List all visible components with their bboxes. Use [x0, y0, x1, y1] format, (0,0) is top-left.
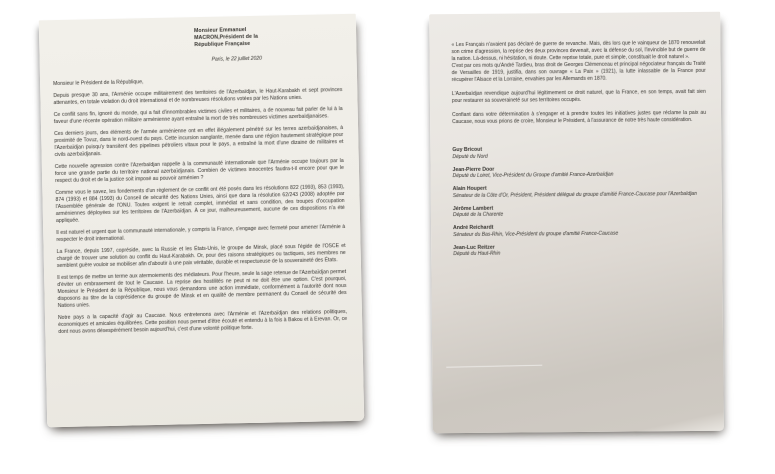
signatory-title: Député du Nord: [452, 153, 488, 160]
paragraph: Ces derniers jours, des éléments de l'armée arménienne ont en effet illégalement pénétré sur les terres azerbaïdjanaises, à proximité de Tovuz, dans le nord-ouest du pays. Cette incursion sanglante, menée dans une région hautement stratégique pour l'Azerbaïdjan puisqu'y transitent des pipelines pétroliers vitaux pour le pays, a entraîné la mort d'une dizaine de militaires et civils azerbaïdjanais.: [54, 125, 344, 159]
signatory-title: Député du Haut-Rhin: [453, 250, 501, 258]
paper-crease-mark: [446, 365, 542, 368]
letter-page-2: [429, 12, 724, 434]
paragraph: Il est naturel et urgent que la communauté internationale, y compris la France, s'engage avec fermeté pour amener l'Arménie à respecter le droit international.: [56, 223, 346, 244]
date-line: Paris, le 22 juillet 2020: [211, 55, 263, 63]
signatory: [453, 242, 707, 257]
signatory-name: Jérôme Lambert: [452, 205, 494, 212]
recipient-line: République Française: [194, 40, 251, 49]
signatory: [453, 203, 707, 218]
recipient-block: [194, 25, 341, 49]
signatory: [453, 184, 707, 199]
signatory-title: Sénateur de la Côte d'Or, Président, Président délégué du groupe d'amitié France-Caucase pour l'Azerbaïdjan: [452, 190, 697, 199]
recipient-line: MACRON,Président de la: [194, 33, 259, 42]
letter-page-1: [39, 14, 364, 428]
recipient-line: Monsieur Emmanuel: [193, 27, 247, 35]
paragraph: C'est par ces mots qu'André Tardieu, bras droit de Georges Clémenceau et principal négociateur français du Traité de Versailles de 1919, justifia, dans son ouvrage « La Paix » (1921), la lutte inlassable de la France pour récupérer l'Alsace et la Lorraine, envahies par les Allemands en 1870.: [451, 60, 706, 84]
signatory-title: Député de la Charente: [452, 211, 504, 219]
paragraph: Depuis presque 30 ans, l'Arménie occupe militairement des territoires de l'Azerbaïdjan, le Haut-Karabakh et sept provinces attenantes, en totale violation du droit international et de nombreuses résolutions votées par les Nations unies.: [53, 87, 343, 107]
letter-page-1-content: [39, 14, 364, 428]
paragraph: Notre pays a la capacité d'agir au Caucase. Nous entretenons avec l'Arménie et l'Azerbaïdjan des relations politiques, économiques et amicales équilibrées. Cette position nous permet d'être écouté et entendu à la fois à Bakou et à Erevan. Or, ce dont nous avons désespérément besoin aujourd'hui, c'est d'une volonté politique forte.: [57, 308, 348, 336]
signatory-title: Sénateur du Bas-Rhin, Vice-Président du groupe d'amitié France-Caucase: [453, 230, 619, 238]
signatory: [453, 223, 707, 238]
paragraph: Il est temps de mettre un terme aux atermoiements des médiateurs. Pour l'heure, seule la sage retenue de l'Azerbaïdjan permet d'éviter un embrasement de tout le Caucase. La reprise des hostilités ne peut ni ne doit être une option. C'est pourquoi, Monsieur le Président de la République, nous vous demandons une action immédiate, conformément à l'autorité dont nous disposons au titre de la coprésidence du groupe de Minsk et en qualité de membre permanent du Conseil de sécurité des Nations unies.: [57, 268, 347, 310]
signatory: [452, 145, 706, 160]
signatory: [453, 164, 707, 179]
signatory-title: Député du Loiret, Vice-Président du Groupe d'amitié France-Azerbaïdjan: [452, 171, 614, 180]
signatory-name: Alain Houpert: [452, 185, 487, 193]
signatory-name: Jean-Luc Reitzer: [453, 244, 495, 251]
paragraph: Confiant dans votre détermination à s'engager et à prendre toutes les initiatives justes que réclame la paix au Caucase, nous vous prions de croire, Monsieur le Président, à l'assurance de notre très haute considération.: [452, 109, 707, 126]
signatory-name: Guy Bricout: [452, 146, 483, 154]
paragraph: « Les Français n'avaient pas déclaré de guerre de revanche. Mais, dès lors que le vainqueur de 1870 renouvelait son crime d'agression, la reprise des deux provinces devenait, avec la défense du sol, l'invincible but de guerre de la nation. Là-dessus, ni hésitation, ni doute. Cette reprise totale, pure et simple, constituait le droit naturel ».: [451, 39, 706, 63]
signatory-name: André Reichardt: [453, 224, 494, 232]
signature-block: [452, 145, 707, 258]
paragraph: La France, depuis 1997, copréside, avec la Russie et les États-Unis, le groupe de Minsk, placé sous l'égide de l'OSCE et chargé de trouver une solution au conflit du Haut-Karabakh. Or, pour des raisons stratégiques ou tactiques, ses membres ne semblent guère vouloir se mobiliser afin d'aboutir à une paix véritable, durable et respectueuse de la souveraineté des États.: [56, 242, 346, 270]
salutation: Monsieur le Président de la République,: [53, 79, 144, 88]
paragraph: Ce conflit sans fin, ignoré du monde, qui a fait d'innombrables victimes civiles et militaires, a de nouveau fait parler de lui à la faveur d'une récente opération militaire arménienne ayant entraîné la mort de très nombreuses victimes azerbaïdjanaises.: [53, 106, 343, 126]
paragraph: Cette nouvelle agression contre l'Azerbaïdjan rappelle à la communauté internationale que l'Arménie occupe toujours par la force une grande partie du territoire national azerbaïdjanais. Combien de victimes innocentes faudra-t-il encore pour que le respect du droit et de la justice soit imposé au pouvoir arménien ?: [54, 158, 344, 185]
signatory-name: Jean-Pierre Door: [452, 166, 495, 173]
paragraph: L'Azerbaïdjan revendique aujourd'hui légitimement ce droit naturel, que la France, en son temps, avait fait sien pour restaurer sa souveraineté sur ses territoires occupés.: [451, 88, 706, 105]
letter-page-2-content: [429, 12, 724, 434]
paragraph: Comme vous le savez, les fondements d'un règlement de ce conflit ont été posés dans les résolutions 822 (1993), 853 (1993), 874 (1993) et 884 (1993) du Conseil de sécurité des Nations Unies, ainsi que dans la résolution 62/243 (2008) adoptée par l'Assemblée générale de l'ONU. Toutes exigent le retrait complet, immédiat et sans condition, des troupes d'occupation arméniennes déployées sur les territoires de l'Azerbaïdjan. À ce jour, malheureusement, aucune de ces dispositions n'a été appliquée.: [55, 184, 345, 225]
